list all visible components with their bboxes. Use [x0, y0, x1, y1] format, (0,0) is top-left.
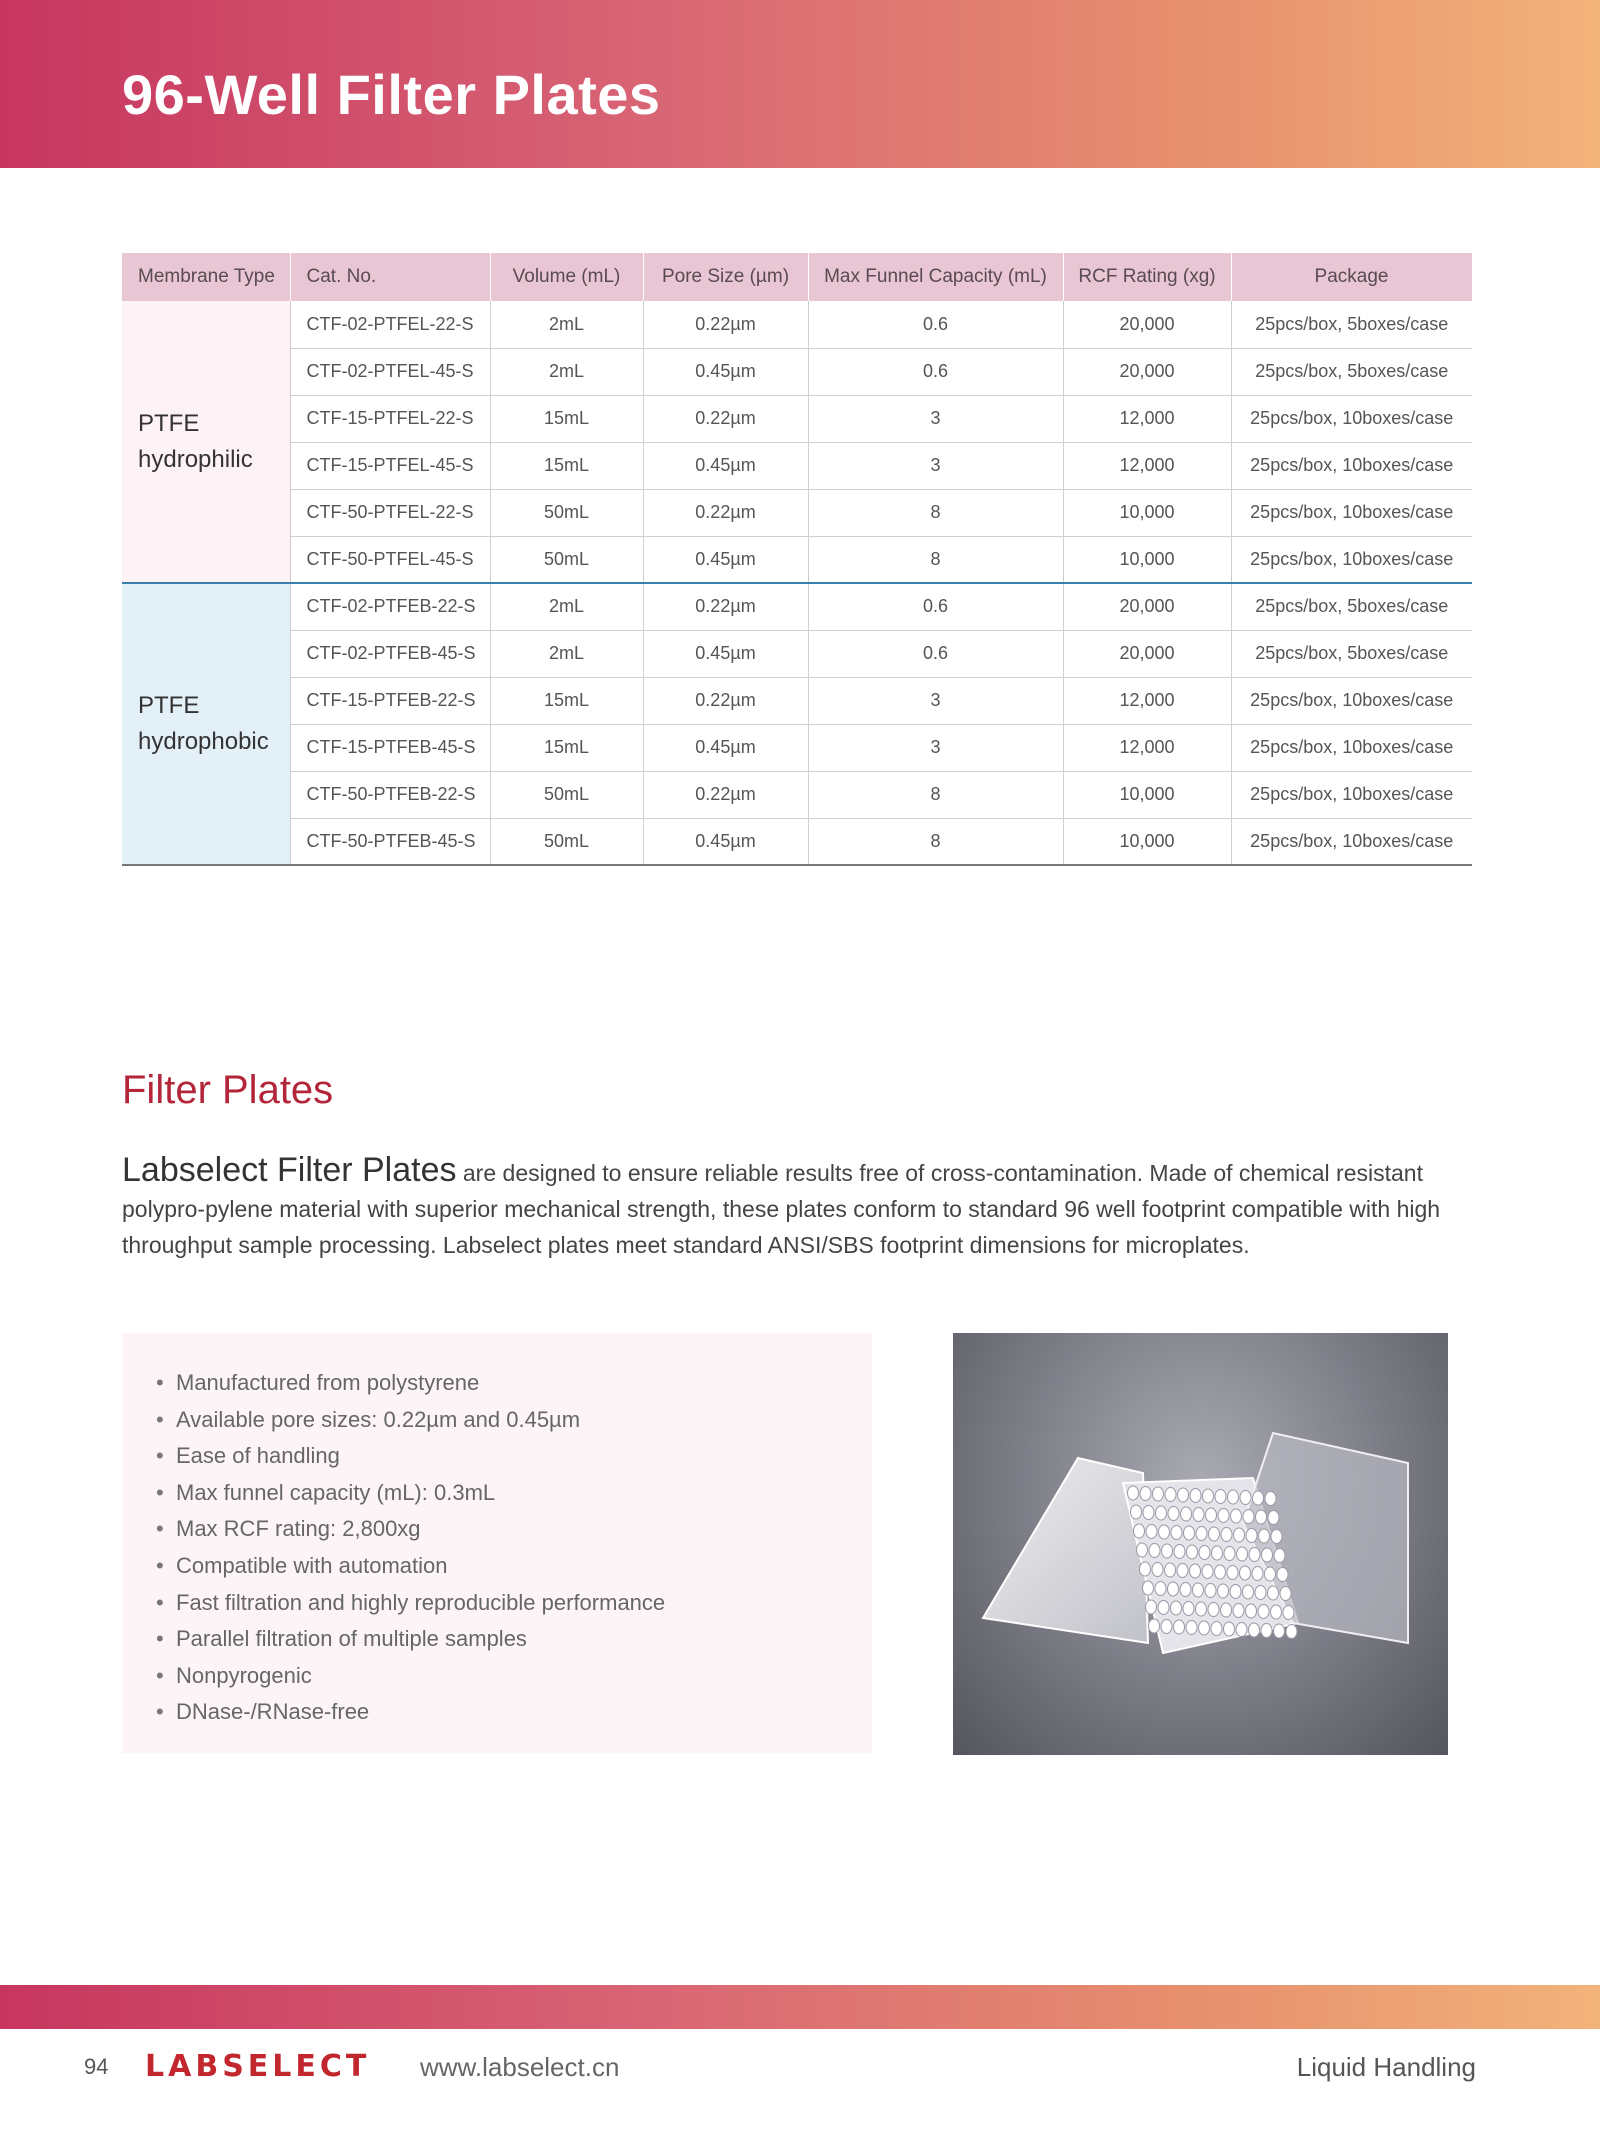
well-shape	[1146, 1600, 1157, 1614]
well-shape	[1277, 1568, 1288, 1582]
well-shape	[1205, 1584, 1216, 1598]
volume-cell: 50mL	[490, 489, 643, 536]
membrane-type-cell	[122, 301, 290, 583]
well-shape	[1211, 1622, 1222, 1636]
rcf-rating-cell: 20,000	[1063, 301, 1231, 348]
well-shape	[1193, 1508, 1204, 1522]
well-shape	[1258, 1605, 1269, 1619]
table-row	[122, 818, 1472, 865]
well-shape	[1274, 1549, 1285, 1563]
pore-size-cell: 0.22µm	[643, 301, 808, 348]
feature-text: Manufactured from polystyrene	[176, 1370, 480, 1395]
well-shape	[1271, 1530, 1282, 1544]
bullet-icon: •	[156, 1479, 164, 1505]
well-shape	[1215, 1565, 1226, 1579]
col-header: Membrane Type	[122, 253, 290, 301]
funnel-capacity-cell: 0.6	[808, 348, 1063, 395]
website-link[interactable]: www.labselect.cn	[420, 2052, 620, 2082]
well-shape	[1224, 1622, 1235, 1636]
well-shape	[1156, 1506, 1167, 1520]
well-shape	[1286, 1625, 1297, 1639]
well-shape	[1243, 1585, 1254, 1599]
col-header: Volume (mL)	[490, 253, 643, 301]
table-row	[122, 301, 1472, 348]
feature-item	[156, 1402, 665, 1439]
bullet-icon: •	[156, 1406, 164, 1432]
feature-item	[156, 1438, 665, 1475]
well-shape	[1178, 1488, 1189, 1502]
well-shape	[1158, 1601, 1169, 1615]
well-shape	[1174, 1545, 1185, 1559]
cat-no-cell: CTF-15-PTFEL-22-S	[290, 395, 490, 442]
footer-banner	[0, 1985, 1600, 2029]
table-row	[122, 395, 1472, 442]
well-shape	[1187, 1545, 1198, 1559]
funnel-capacity-cell: 3	[808, 677, 1063, 724]
cat-no-cell: CTF-02-PTFEL-45-S	[290, 348, 490, 395]
well-shape	[1183, 1602, 1194, 1616]
well-shape	[1243, 1510, 1254, 1524]
well-shape	[1283, 1606, 1294, 1620]
well-shape	[1137, 1543, 1148, 1557]
well-shape	[1190, 1489, 1201, 1503]
funnel-capacity-cell: 3	[808, 395, 1063, 442]
feature-text: Ease of handling	[176, 1443, 340, 1469]
pore-size-cell: 0.22µm	[643, 395, 808, 442]
product-photo	[953, 1333, 1448, 1755]
well-shape	[1155, 1582, 1166, 1596]
rcf-rating-cell: 12,000	[1063, 442, 1231, 489]
well-shape	[1171, 1601, 1182, 1615]
volume-cell: 15mL	[490, 677, 643, 724]
well-shape	[1177, 1564, 1188, 1578]
feature-text: Max RCF rating: 2,800xg	[176, 1516, 421, 1542]
intro-paragraph	[122, 1152, 1472, 1263]
well-shape	[1203, 1489, 1214, 1503]
rcf-rating-cell: 10,000	[1063, 489, 1231, 536]
volume-cell: 15mL	[490, 442, 643, 489]
page-number: 94	[84, 2054, 109, 2079]
well-shape	[1262, 1548, 1273, 1562]
package-cell: 25pcs/box, 5boxes/case	[1231, 583, 1472, 630]
table-row	[122, 489, 1472, 536]
package-cell: 25pcs/box, 10boxes/case	[1231, 536, 1472, 583]
well-shape	[1209, 1527, 1220, 1541]
cat-no-cell: CTF-15-PTFEB-22-S	[290, 677, 490, 724]
bullet-icon: •	[156, 1552, 164, 1578]
well-shape	[1271, 1605, 1282, 1619]
rcf-rating-cell: 20,000	[1063, 348, 1231, 395]
volume-cell: 2mL	[490, 630, 643, 677]
feature-text: Fast filtration and highly reproducible performance	[176, 1589, 666, 1615]
funnel-capacity-cell: 8	[808, 818, 1063, 865]
feature-list	[156, 1365, 665, 1731]
well-shape	[1259, 1529, 1270, 1543]
well-shape	[1153, 1487, 1164, 1501]
volume-cell: 15mL	[490, 724, 643, 771]
volume-cell: 15mL	[490, 395, 643, 442]
package-cell: 25pcs/box, 10boxes/case	[1231, 724, 1472, 771]
cat-no-cell: CTF-50-PTFEL-45-S	[290, 536, 490, 583]
page-title: 96-Well Filter Plates	[122, 63, 661, 126]
table-row	[122, 771, 1472, 818]
bullet-icon: •	[156, 1626, 164, 1652]
well-shape	[1249, 1623, 1260, 1637]
bullet-icon: •	[156, 1662, 164, 1688]
well-shape	[1128, 1486, 1139, 1500]
well-shape	[1221, 1603, 1232, 1617]
well-shape	[1227, 1566, 1238, 1580]
feature-item	[156, 1694, 665, 1731]
cat-no-cell: CTF-15-PTFEB-45-S	[290, 724, 490, 771]
rcf-rating-cell: 12,000	[1063, 395, 1231, 442]
well-shape	[1159, 1525, 1170, 1539]
well-shape	[1165, 1563, 1176, 1577]
volume-cell: 2mL	[490, 583, 643, 630]
table-header-row	[122, 253, 1472, 301]
well-shape	[1228, 1490, 1239, 1504]
package-cell: 25pcs/box, 10boxes/case	[1231, 489, 1472, 536]
rcf-rating-cell: 10,000	[1063, 536, 1231, 583]
well-shape	[1253, 1491, 1264, 1505]
filter-plate-image	[953, 1333, 1448, 1755]
pore-size-cell: 0.22µm	[643, 677, 808, 724]
well-shape	[1168, 1582, 1179, 1596]
table-row	[122, 724, 1472, 771]
well-shape	[1165, 1488, 1176, 1502]
well-shape	[1206, 1508, 1217, 1522]
rcf-rating-cell: 10,000	[1063, 818, 1231, 865]
well-shape	[1196, 1527, 1207, 1541]
feature-text: Available pore sizes: 0.22µm and 0.45µm	[176, 1406, 581, 1432]
package-cell: 25pcs/box, 5boxes/case	[1231, 630, 1472, 677]
funnel-capacity-cell: 0.6	[808, 301, 1063, 348]
brand-name: Labselect Filter Plates	[122, 1151, 457, 1189]
category-label: Liquid Handling	[1296, 2052, 1476, 2082]
well-shape	[1237, 1547, 1248, 1561]
well-shape	[1199, 1621, 1210, 1635]
cat-no-cell: CTF-02-PTFEB-45-S	[290, 630, 490, 677]
cat-no-cell: CTF-50-PTFEB-22-S	[290, 771, 490, 818]
header-banner	[0, 0, 1600, 168]
feature-item	[156, 1475, 665, 1512]
table-row	[122, 536, 1472, 583]
well-shape	[1255, 1586, 1266, 1600]
cat-no-cell: CTF-02-PTFEL-22-S	[290, 301, 490, 348]
table-row	[122, 630, 1472, 677]
bullet-icon: •	[156, 1443, 164, 1469]
well-shape	[1190, 1564, 1201, 1578]
col-header: Max Funnel Capacity (mL)	[808, 253, 1063, 301]
pore-size-cell: 0.45µm	[643, 348, 808, 395]
well-shape	[1208, 1603, 1219, 1617]
well-shape	[1184, 1526, 1195, 1540]
bullet-icon: •	[156, 1699, 164, 1725]
feature-text: DNase-/RNase-free	[176, 1699, 370, 1725]
well-shape	[1221, 1528, 1232, 1542]
well-shape	[1218, 1584, 1229, 1598]
table-row	[122, 583, 1472, 630]
well-shape	[1140, 1487, 1151, 1501]
well-shape	[1168, 1507, 1179, 1521]
well-shape	[1256, 1510, 1267, 1524]
brand-logo: LABSELECT	[145, 2049, 371, 2084]
well-shape	[1268, 1511, 1279, 1525]
feature-box	[122, 1333, 872, 1753]
bullet-icon: •	[156, 1370, 164, 1395]
well-shape	[1249, 1548, 1260, 1562]
volume-cell: 2mL	[490, 348, 643, 395]
well-shape	[1196, 1602, 1207, 1616]
volume-cell: 50mL	[490, 536, 643, 583]
well-shape	[1161, 1620, 1172, 1634]
well-shape	[1149, 1619, 1160, 1633]
rcf-rating-cell: 10,000	[1063, 771, 1231, 818]
well-shape	[1181, 1507, 1192, 1521]
well-shape	[1265, 1567, 1276, 1581]
pore-size-cell: 0.22µm	[643, 583, 808, 630]
rcf-rating-cell: 20,000	[1063, 583, 1231, 630]
pore-size-cell: 0.45µm	[643, 630, 808, 677]
package-cell: 25pcs/box, 10boxes/case	[1231, 818, 1472, 865]
well-shape	[1193, 1583, 1204, 1597]
feature-item	[156, 1548, 665, 1585]
feature-item	[156, 1658, 665, 1695]
well-shape	[1174, 1620, 1185, 1634]
funnel-capacity-cell: 8	[808, 536, 1063, 583]
well-shape	[1199, 1546, 1210, 1560]
well-shape	[1202, 1565, 1213, 1579]
well-shape	[1236, 1623, 1247, 1637]
well-shape	[1268, 1586, 1279, 1600]
well-shape	[1280, 1587, 1291, 1601]
well-shape	[1212, 1546, 1223, 1560]
membrane-property: hydrophilic	[138, 445, 253, 473]
pore-size-cell: 0.22µm	[643, 489, 808, 536]
feature-text: Max funnel capacity (mL): 0.3mL	[176, 1479, 496, 1505]
well-shape	[1261, 1624, 1272, 1638]
well-shape	[1162, 1544, 1173, 1558]
col-header: RCF Rating (xg)	[1063, 253, 1231, 301]
feature-item	[156, 1365, 665, 1402]
well-shape	[1240, 1491, 1251, 1505]
well-shape	[1246, 1604, 1257, 1618]
membrane-property: hydrophobic	[138, 728, 269, 755]
pore-size-cell: 0.22µm	[643, 771, 808, 818]
volume-cell: 50mL	[490, 771, 643, 818]
feature-item	[156, 1585, 665, 1622]
well-shape	[1252, 1567, 1263, 1581]
funnel-capacity-cell: 3	[808, 724, 1063, 771]
section-title: Filter Plates	[122, 1068, 334, 1112]
well-shape	[1140, 1562, 1151, 1576]
intro-text: are designed to ensure reliable results free of cross-contamination. Made of chemical resistant polypro-pylene material with superior mechanical strength, these plates conform to standard 96 well footprint compatible with high throughput sample processing. Labselect plates meet standard ANSI/SBS footprint dimensions for microplates.	[122, 1160, 1441, 1258]
rcf-rating-cell: 20,000	[1063, 630, 1231, 677]
cat-no-cell: CTF-15-PTFEL-45-S	[290, 442, 490, 489]
spec-table	[122, 253, 1473, 866]
membrane-type-cell	[122, 583, 290, 865]
well-shape	[1234, 1528, 1245, 1542]
pore-size-cell: 0.45µm	[643, 536, 808, 583]
funnel-capacity-cell: 0.6	[808, 630, 1063, 677]
pore-size-cell: 0.45µm	[643, 724, 808, 771]
rcf-rating-cell: 12,000	[1063, 677, 1231, 724]
well-shape	[1180, 1583, 1191, 1597]
feature-item	[156, 1511, 665, 1548]
funnel-capacity-cell: 8	[808, 489, 1063, 536]
table-row	[122, 677, 1472, 724]
volume-cell: 50mL	[490, 818, 643, 865]
well-shape	[1186, 1621, 1197, 1635]
col-header: Cat. No.	[290, 253, 490, 301]
package-cell: 25pcs/box, 10boxes/case	[1231, 771, 1472, 818]
table-row	[122, 442, 1472, 489]
feature-text: Compatible with automation	[176, 1552, 448, 1578]
well-shape	[1215, 1490, 1226, 1504]
package-cell: 25pcs/box, 10boxes/case	[1231, 395, 1472, 442]
well-shape	[1233, 1604, 1244, 1618]
well-shape	[1231, 1509, 1242, 1523]
cat-no-cell: CTF-50-PTFEB-45-S	[290, 818, 490, 865]
feature-text: Parallel filtration of multiple samples	[176, 1626, 527, 1652]
package-cell: 25pcs/box, 10boxes/case	[1231, 677, 1472, 724]
rcf-rating-cell: 12,000	[1063, 724, 1231, 771]
well-shape	[1143, 1581, 1154, 1595]
feature-item	[156, 1621, 665, 1658]
cat-no-cell: CTF-50-PTFEL-22-S	[290, 489, 490, 536]
well-shape	[1134, 1524, 1145, 1538]
well-shape	[1131, 1505, 1142, 1519]
table-row	[122, 348, 1472, 395]
membrane-material: PTFE	[138, 692, 200, 719]
membrane-material: PTFE	[138, 409, 200, 437]
funnel-capacity-cell: 0.6	[808, 583, 1063, 630]
volume-cell: 2mL	[490, 301, 643, 348]
funnel-capacity-cell: 3	[808, 442, 1063, 489]
package-cell: 25pcs/box, 10boxes/case	[1231, 442, 1472, 489]
well-shape	[1224, 1547, 1235, 1561]
package-cell: 25pcs/box, 5boxes/case	[1231, 348, 1472, 395]
well-shape	[1146, 1525, 1157, 1539]
well-shape	[1274, 1624, 1285, 1638]
col-header: Package	[1231, 253, 1472, 301]
well-shape	[1152, 1563, 1163, 1577]
col-header: Pore Size (µm)	[643, 253, 808, 301]
funnel-capacity-cell: 8	[808, 771, 1063, 818]
well-shape	[1218, 1509, 1229, 1523]
well-shape	[1230, 1585, 1241, 1599]
pore-size-cell: 0.45µm	[643, 818, 808, 865]
pore-size-cell: 0.45µm	[643, 442, 808, 489]
feature-text: Nonpyrogenic	[176, 1662, 312, 1688]
well-shape	[1143, 1506, 1154, 1520]
bullet-icon: •	[156, 1516, 164, 1542]
bullet-icon: •	[156, 1589, 164, 1615]
package-cell: 25pcs/box, 5boxes/case	[1231, 301, 1472, 348]
well-shape	[1265, 1492, 1276, 1506]
well-shape	[1240, 1566, 1251, 1580]
well-shape	[1171, 1526, 1182, 1540]
cat-no-cell: CTF-02-PTFEB-22-S	[290, 583, 490, 630]
well-shape	[1149, 1544, 1160, 1558]
well-shape	[1246, 1529, 1257, 1543]
